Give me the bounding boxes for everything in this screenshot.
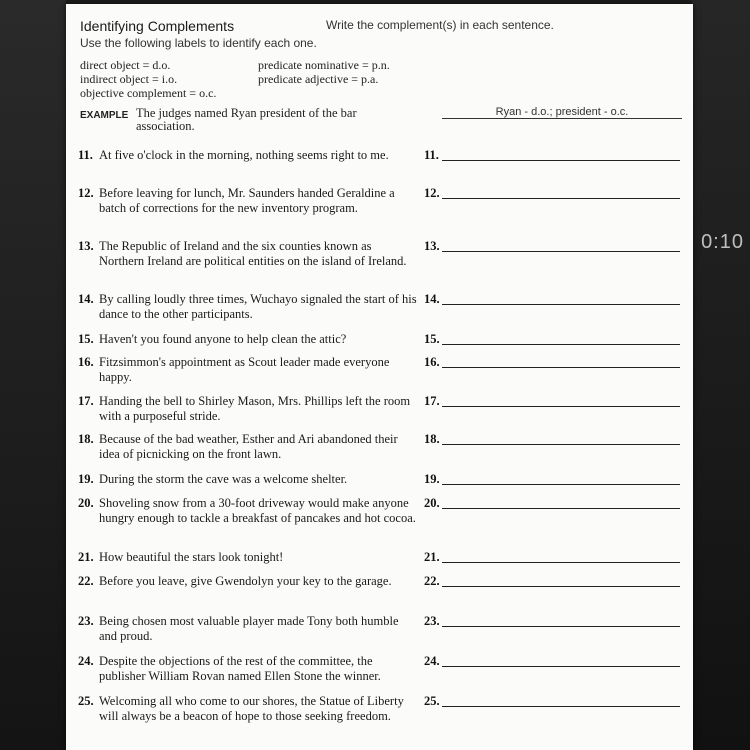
question-text: Handing the bell to Shirley Mason, Mrs. Phillips left the room with a purposeful stride.	[99, 394, 411, 423]
answer-number: 20.	[424, 496, 440, 510]
label-direct-object: direct object = d.o.	[80, 58, 171, 72]
example-tag: EXAMPLE	[80, 110, 129, 121]
background-right	[692, 0, 750, 750]
answer-number: 22.	[424, 574, 440, 588]
question-number: 20.	[78, 496, 94, 510]
question-number: 23.	[78, 614, 94, 628]
question-number: 22.	[78, 574, 94, 588]
answer-line[interactable]	[442, 198, 680, 199]
question-text: By calling loudly three times, Wuchayo signaled the start of his dance to the other participants.	[99, 292, 417, 321]
worksheet-title: Identifying Complements	[80, 18, 235, 34]
answer-line[interactable]	[442, 626, 680, 627]
question-text: Being chosen most valuable player made Tony both humble and proud.	[99, 614, 399, 643]
question-number: 25.	[78, 694, 94, 708]
video-timer: 0:10	[701, 231, 744, 253]
answer-line[interactable]	[442, 251, 680, 252]
question-number: 18.	[78, 432, 94, 446]
answer-number: 14.	[424, 292, 440, 306]
answer-line[interactable]	[442, 562, 680, 563]
answer-number: 19.	[424, 472, 440, 486]
question-text: Before leaving for lunch, Mr. Saunders handed Geraldine a batch of corrections for the new inventory program.	[99, 186, 395, 215]
question-text: How beautiful the stars look tonight!	[99, 550, 284, 564]
question-text: Because of the bad weather, Esther and Ari abandoned their idea of picnicking on the front lawn.	[99, 432, 398, 461]
label-objective-complement: objective complement = o.c.	[80, 86, 217, 100]
question-text: At five o'clock in the morning, nothing seems right to me.	[99, 148, 389, 162]
question-text: Welcoming all who come to our shores, the Statue of Liberty will always be a beacon of hope to those seeking freedom.	[99, 694, 404, 723]
question-text: Fitzsimmon's appointment as Scout leader made everyone happy.	[99, 355, 390, 384]
question-number: 13.	[78, 239, 94, 253]
background-left	[0, 0, 66, 750]
worksheet-subtitle: Use the following labels to identify each one.	[80, 36, 317, 50]
question-number: 17.	[78, 394, 94, 408]
label-predicate-nominative: predicate nominative = p.n.	[258, 58, 390, 72]
answer-line[interactable]	[442, 666, 680, 667]
answer-number: 15.	[424, 332, 440, 346]
question-number: 24.	[78, 654, 94, 668]
answer-number: 24.	[424, 654, 440, 668]
answer-line[interactable]	[442, 484, 680, 485]
question-number: 14.	[78, 292, 94, 306]
answer-number: 23.	[424, 614, 440, 628]
answer-line[interactable]	[442, 367, 680, 368]
question-number: 15.	[78, 332, 94, 346]
question-text: Haven't you found anyone to help clean the attic?	[99, 332, 347, 346]
label-predicate-adjective: predicate adjective = p.a.	[258, 72, 379, 86]
worksheet-instruction: Write the complement(s) in each sentence.	[326, 18, 554, 32]
question-number: 21.	[78, 550, 94, 564]
answer-number: 13.	[424, 239, 440, 253]
example-answer: Ryan - d.o.; president - o.c.	[495, 106, 629, 118]
worksheet-page	[66, 4, 693, 750]
answer-line[interactable]	[442, 160, 680, 161]
example-answer-line	[442, 118, 682, 119]
answer-line[interactable]	[442, 304, 680, 305]
answer-number: 25.	[424, 694, 440, 708]
example-sentence: The judges named Ryan president of the bar association.	[136, 106, 357, 133]
answer-line[interactable]	[442, 706, 680, 707]
answer-line[interactable]	[442, 586, 680, 587]
question-text: Shoveling snow from a 30-foot driveway would make anyone hungry enough to tackle a breakfast of pancakes and hot cocoa.	[99, 496, 416, 525]
question-text: During the storm the cave was a welcome shelter.	[99, 472, 348, 486]
answer-number: 11.	[424, 148, 439, 162]
answer-number: 16.	[424, 355, 440, 369]
label-indirect-object: indirect object = i.o.	[80, 72, 178, 86]
question-text: Despite the objections of the rest of the committee, the publisher William Rovan named Ellen Stone the winner.	[99, 654, 381, 683]
question-text: The Republic of Ireland and the six counties known as Northern Ireland are political entities on the island of Ireland.	[99, 239, 407, 268]
question-number: 11.	[78, 148, 93, 162]
answer-number: 21.	[424, 550, 440, 564]
answer-number: 17.	[424, 394, 440, 408]
answer-number: 12.	[424, 186, 440, 200]
answer-line[interactable]	[442, 344, 680, 345]
question-text: Before you leave, give Gwendolyn your key to the garage.	[99, 574, 392, 588]
answer-line[interactable]	[442, 406, 680, 407]
answer-number: 18.	[424, 432, 440, 446]
answer-line[interactable]	[442, 508, 680, 509]
question-number: 16.	[78, 355, 94, 369]
answer-line[interactable]	[442, 444, 680, 445]
question-number: 12.	[78, 186, 94, 200]
question-number: 19.	[78, 472, 94, 486]
